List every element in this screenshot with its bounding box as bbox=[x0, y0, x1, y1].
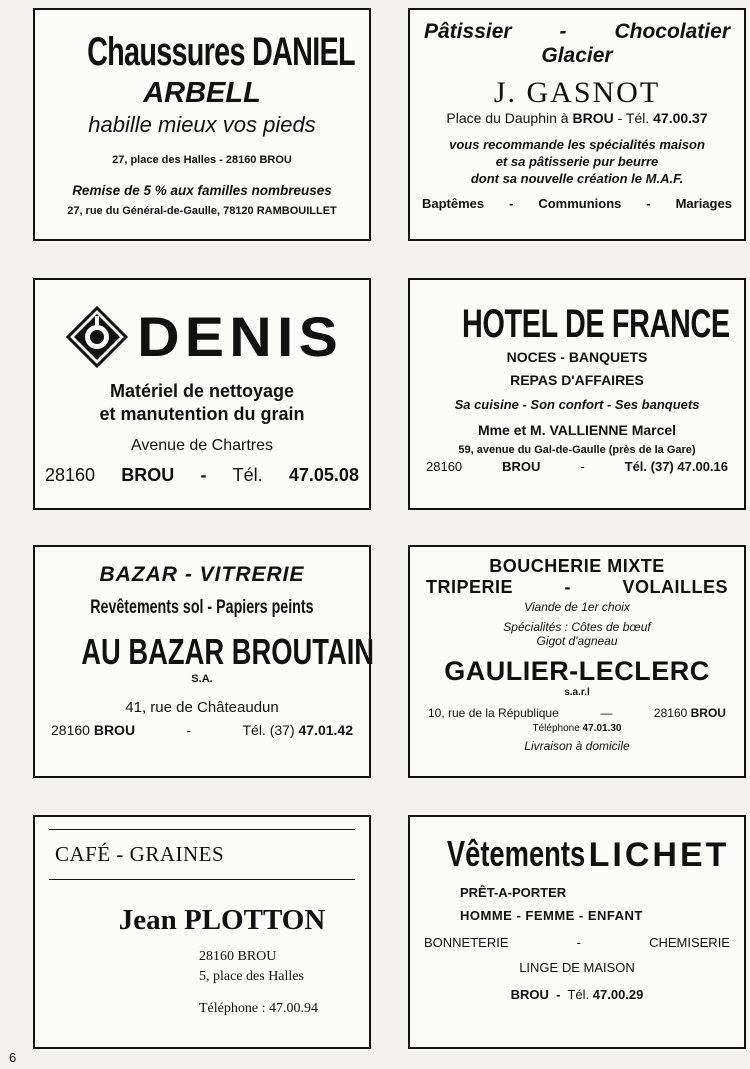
separator: - bbox=[564, 577, 571, 597]
ad-line: NOCES - BANQUETS bbox=[506, 349, 648, 365]
ad-line bbox=[410, 577, 744, 598]
tel-number: 47.01.42 bbox=[298, 722, 353, 738]
word-triperie: TRIPERIE bbox=[426, 577, 514, 597]
ad-city: 28160 BROU bbox=[199, 949, 277, 964]
ad-legal: s.a.r.l bbox=[564, 687, 590, 698]
logo-wordmark: DENIS bbox=[137, 305, 343, 368]
town: BROU bbox=[690, 706, 726, 720]
ad-logo bbox=[35, 304, 369, 369]
town: BROU bbox=[510, 987, 549, 1002]
tel-number: 47.00.29 bbox=[592, 987, 644, 1002]
ad-address-secondary: 27, rue du Général-de-Gaulle, 78120 RAMBOUILLET bbox=[67, 205, 337, 217]
trade-glacier: Glacier bbox=[541, 44, 613, 67]
separator: - bbox=[556, 987, 561, 1002]
town: BROU bbox=[121, 465, 175, 485]
ad-title: AU BAZAR BROUTAIN bbox=[81, 631, 375, 672]
tel-number: 47.00.37 bbox=[653, 110, 708, 126]
ad-line: PRÊT-A-PORTER bbox=[460, 885, 567, 900]
ad-contact bbox=[35, 722, 369, 738]
ad-phone bbox=[410, 723, 744, 734]
ad-address bbox=[410, 706, 744, 720]
ad-contact bbox=[410, 459, 744, 474]
ad-gaulier-leclerc bbox=[408, 545, 746, 778]
ad-title bbox=[410, 833, 744, 875]
ad-owners: Mme et M. VALLIENNE Marcel bbox=[477, 422, 677, 438]
ad-phone: Téléphone : 47.00.94 bbox=[199, 1001, 318, 1016]
tel-label: Tél. bbox=[567, 987, 590, 1002]
ad-line: Matériel de nettoyage bbox=[109, 381, 295, 401]
ad-address: Avenue de Chartres bbox=[130, 437, 273, 454]
ad-line: BOUCHERIE MIXTE bbox=[489, 556, 665, 576]
event-separator: - bbox=[509, 196, 514, 211]
ad-address: 27, place des Halles - 28160 BROU bbox=[112, 154, 292, 166]
ad-address bbox=[410, 110, 744, 126]
tel-label: Tél. (37) bbox=[624, 459, 674, 474]
title-lichet: LICHET bbox=[588, 836, 730, 874]
ad-line: Sa cuisine - Son confort - Ses banquets bbox=[454, 397, 700, 412]
rec-line: vous recommande les spécialités maison bbox=[449, 137, 705, 152]
phone-number: 47.01.30 bbox=[582, 723, 622, 734]
ad-title: Jean PLOTTON bbox=[118, 904, 326, 936]
ad-line: et manutention du grain bbox=[99, 404, 305, 424]
ad-gasnot-patisserie bbox=[408, 8, 746, 241]
title-vetements: Vêtements bbox=[446, 833, 585, 874]
separator: - bbox=[576, 935, 581, 950]
ad-title: HOTEL DE FRANCE bbox=[462, 302, 730, 346]
ad-events bbox=[410, 196, 744, 211]
ad-denis bbox=[33, 278, 371, 510]
word-volailles: VOLAILLES bbox=[622, 577, 728, 597]
ad-address: 59, avenue du Gal-de-Gaulle (près de la Gare) bbox=[458, 444, 696, 456]
phone-label: Téléphone bbox=[532, 723, 580, 734]
tel-number: 47.00.16 bbox=[677, 459, 728, 474]
rec-line: et sa pâtisserie pur beurre bbox=[495, 154, 659, 169]
tel-number: 47.05.08 bbox=[288, 465, 359, 485]
denis-logo-icon bbox=[66, 306, 128, 368]
ad-line bbox=[410, 935, 744, 950]
ad-discount: Remise de 5 % aux familles nombreuses bbox=[72, 183, 332, 198]
ad-title: GAULIER-LECLERC bbox=[444, 656, 710, 686]
word-bonneterie: BONNETERIE bbox=[424, 935, 509, 950]
ad-recommendation bbox=[410, 136, 744, 187]
ad-contact bbox=[410, 987, 744, 1002]
ad-trade-line bbox=[410, 10, 744, 44]
separator: - bbox=[186, 722, 192, 738]
separator: — bbox=[600, 706, 613, 720]
ad-address: 41, rue de Châteaudun bbox=[125, 699, 279, 716]
trade-chocolatier: Chocolatier bbox=[614, 20, 730, 43]
word-bazar: BAZAR bbox=[99, 563, 178, 586]
postcode: 28160 bbox=[653, 706, 688, 720]
page-number: 6 bbox=[9, 1050, 17, 1065]
event-separator: - bbox=[646, 196, 651, 211]
ad-delivery: Livraison à domicile bbox=[524, 739, 630, 753]
event-item: Communions bbox=[538, 196, 622, 211]
postcode: 28160 bbox=[45, 465, 96, 485]
ad-chaussures-daniel bbox=[33, 8, 371, 241]
ad-line bbox=[35, 563, 369, 587]
ad-header: CAFÉ - GRAINES bbox=[55, 842, 225, 866]
ad-line: REPAS D'AFFAIRES bbox=[510, 372, 644, 388]
tel-label: Tél. bbox=[232, 465, 263, 485]
tel-label: Tél. (37) bbox=[242, 722, 295, 738]
ad-slogan: habille mieux vos pieds bbox=[88, 112, 316, 137]
ad-line: HOMME - FEMME - ENFANT bbox=[460, 908, 643, 923]
rec-line: dont sa nouvelle création le M.A.F. bbox=[470, 171, 684, 186]
separator: - bbox=[184, 563, 193, 586]
ad-line: Revêtements sol - Papiers peints bbox=[90, 597, 314, 618]
ad-title: Chaussures DANIEL bbox=[87, 30, 355, 74]
ad-legal: S.A. bbox=[191, 673, 213, 685]
ad-jean-plotton bbox=[33, 815, 371, 1049]
town: BROU bbox=[93, 722, 136, 738]
ad-bazar-broutain bbox=[33, 545, 375, 778]
separator: - bbox=[200, 465, 207, 485]
trade-patissier: Pâtissier bbox=[424, 20, 512, 43]
ad-title: J. GASNOT bbox=[493, 76, 661, 109]
postcode: 28160 bbox=[51, 722, 90, 738]
word-vitrerie: VITRERIE bbox=[199, 563, 305, 586]
divider bbox=[49, 879, 355, 880]
event-item: Mariages bbox=[675, 196, 732, 211]
separator: - bbox=[580, 459, 585, 474]
ad-hotel-de-france bbox=[408, 278, 746, 510]
ad-line: Viande de 1er choix bbox=[524, 600, 630, 614]
ad-vetements-lichet bbox=[408, 815, 746, 1049]
ad-contact bbox=[35, 465, 369, 486]
event-item: Baptêmes bbox=[422, 196, 485, 211]
ad-line: LINGE DE MAISON bbox=[519, 960, 635, 975]
ad-line: Gigot d'agneau bbox=[536, 634, 618, 648]
address-town: BROU bbox=[572, 110, 614, 126]
trade-separator: - bbox=[559, 20, 567, 43]
town: BROU bbox=[502, 459, 541, 474]
postcode: 28160 bbox=[426, 459, 463, 474]
ad-line: Spécialités : Côtes de bœuf bbox=[503, 620, 651, 634]
address-prefix: Place du Dauphin à bbox=[446, 110, 569, 126]
street: 10, rue de la République bbox=[428, 706, 559, 720]
tel-label: - Tél. bbox=[617, 110, 650, 126]
word-chemiserie: CHEMISERIE bbox=[649, 935, 730, 950]
ad-address: 5, place des Halles bbox=[199, 969, 304, 984]
ad-brand: ARBELL bbox=[143, 77, 261, 109]
